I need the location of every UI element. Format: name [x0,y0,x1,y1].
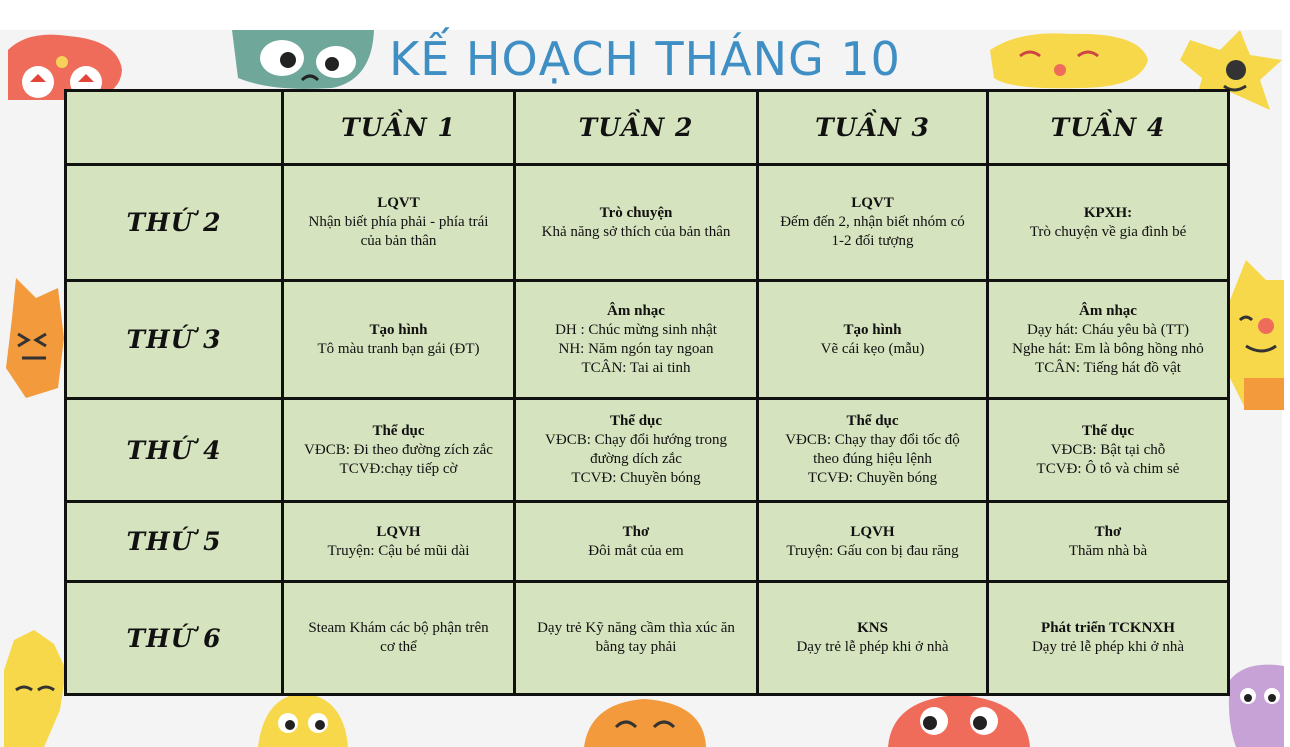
activity-line: Nhận biết phía phải - phía trái [308,214,489,230]
activity-cell [758,582,988,695]
doodle-yellow-flower-bottom-left [4,630,68,747]
day-label: THỨ 5 [66,502,283,582]
doodle-yellow-face-right [1226,260,1284,410]
monthly-plan-table [64,89,1230,696]
activity-line: TCÂN: Tiếng hát đồ vật [1035,359,1181,376]
activity-title: LQVT [851,195,894,211]
activity-cell [988,399,1229,502]
activity-line: TCÂN: Tai ai tinh [581,359,691,376]
activity-line: Vẽ cái kẹo (mẫu) [820,340,925,357]
activity-title: Thể dục [1081,422,1135,439]
activity-line: Truyện: Gấu con bị đau răng [786,542,959,559]
activity-line: TCVĐ: Chuyền bóng [571,470,701,486]
activity-title: KNS [857,620,888,636]
activity-title: LQVH [850,523,895,540]
activity-line: Đếm đến 2, nhận biết nhóm có [780,214,965,230]
activity-cell [283,281,515,399]
activity-line: Khả năng sở thích của bản thân [541,223,731,240]
doodle-red-face-bottom [888,693,1030,747]
activity-title: LQVH [376,523,421,540]
activity-line: TCVĐ:chạy tiếp cờ [339,460,458,477]
activity-cell [515,281,758,399]
activity-title: Thơ [622,523,650,540]
activity-line: Nghe hát: Em là bông hồng nhỏ [1012,340,1204,357]
day-label: THỨ 2 [66,165,283,281]
activity-line: DH : Chúc mừng sinh nhật [555,321,717,338]
doodle-yellow-face-bottom [258,693,348,747]
activity-cell [758,281,988,399]
activity-title: Thơ [1094,523,1122,540]
activity-line: 1-2 đối tượng [831,233,914,249]
doodle-orange-face-left [6,278,66,398]
week-header: TUẦN 2 [515,91,758,165]
activity-title: Thể dục [846,413,899,429]
activity-title: Âm nhạc [1079,302,1137,319]
activity-cell [758,165,988,281]
activity-cell [283,502,515,582]
activity-line: Tô màu tranh bạn gái (ĐT) [317,340,480,357]
activity-cell [758,399,988,502]
activity-cell [283,399,515,502]
activity-line: bằng tay phải [595,639,677,655]
top-bar [0,0,1290,30]
activity-line: VĐCB: Đi theo đường zích zắc [304,441,493,458]
activity-line: Dạy trẻ lễ phép khi ở nhà [1031,639,1185,655]
activity-line: VĐCB: Bật tại chỗ [1050,441,1166,458]
activity-line: Đôi mắt của em [588,542,684,559]
activity-line: Dạy hát: Cháu yêu bà (TT) [1026,321,1190,338]
table-row [66,582,1229,695]
activity-cell [283,582,515,695]
activity-cell [515,165,758,281]
activity-line: TCVĐ: Chuyền bóng [807,470,938,486]
activity-line: theo đúng hiệu lệnh [813,451,932,467]
activity-line: Thăm nhà bà [1068,542,1148,559]
day-label: THỨ 6 [66,582,283,695]
activity-line: Steam Khám các bộ phận trên [308,620,489,636]
table-row [66,399,1229,502]
corner-cell [66,91,283,165]
doodle-purple-face-bottom-right [1226,660,1284,747]
activity-line: cơ thể [380,639,417,655]
activity-cell [515,502,758,582]
activity-line: của bản thân [360,233,437,249]
week-header: TUẦN 3 [758,91,988,165]
table-row [66,165,1229,281]
activity-title: Phát triển TCKNXH [1041,620,1175,636]
activity-line: Trò chuyện về gia đình bé [1029,223,1187,240]
activity-cell [515,399,758,502]
week-header: TUẦN 4 [988,91,1229,165]
day-label: THỨ 4 [66,399,283,502]
activity-cell [988,502,1229,582]
activity-title: KPXH: [1083,204,1133,221]
activity-line: NH: Năm ngón tay ngoan [558,340,714,357]
activity-line: Dạy trẻ lễ phép khi ở nhà [796,639,949,655]
page-title: KẾ HOẠCH THÁNG 10 [389,32,901,86]
activity-title: Tạo hình [369,321,428,338]
activity-cell [988,582,1229,695]
week-header: TUẦN 1 [283,91,515,165]
activity-line: Truyện: Cậu bé mũi dài [327,542,470,559]
day-label: THỨ 3 [66,281,283,399]
activity-line: VĐCB: Chạy thay đổi tốc độ [785,432,960,448]
activity-line: đường dích zắc [590,451,682,467]
activity-title: Âm nhạc [607,302,665,319]
activity-cell [988,165,1229,281]
activity-cell [758,502,988,582]
activity-title: Thể dục [372,422,425,439]
activity-line: TCVĐ: Ô tô và chim sẻ [1036,460,1180,477]
table-row [66,502,1229,582]
activity-title: Tạo hình [843,321,902,338]
table-row [66,281,1229,399]
activity-line: Dạy trẻ Kỹ năng cầm thìa xúc ăn [537,620,735,636]
activity-line: VĐCB: Chạy đổi hướng trong [545,432,727,448]
activity-title: Trò chuyện [599,204,673,221]
activity-title: LQVT [377,195,420,211]
activity-cell [988,281,1229,399]
activity-cell [515,582,758,695]
activity-cell [283,165,515,281]
activity-title: Thể dục [609,413,663,429]
header-row [66,91,1229,165]
doodle-orange-face-bottom [580,693,710,747]
